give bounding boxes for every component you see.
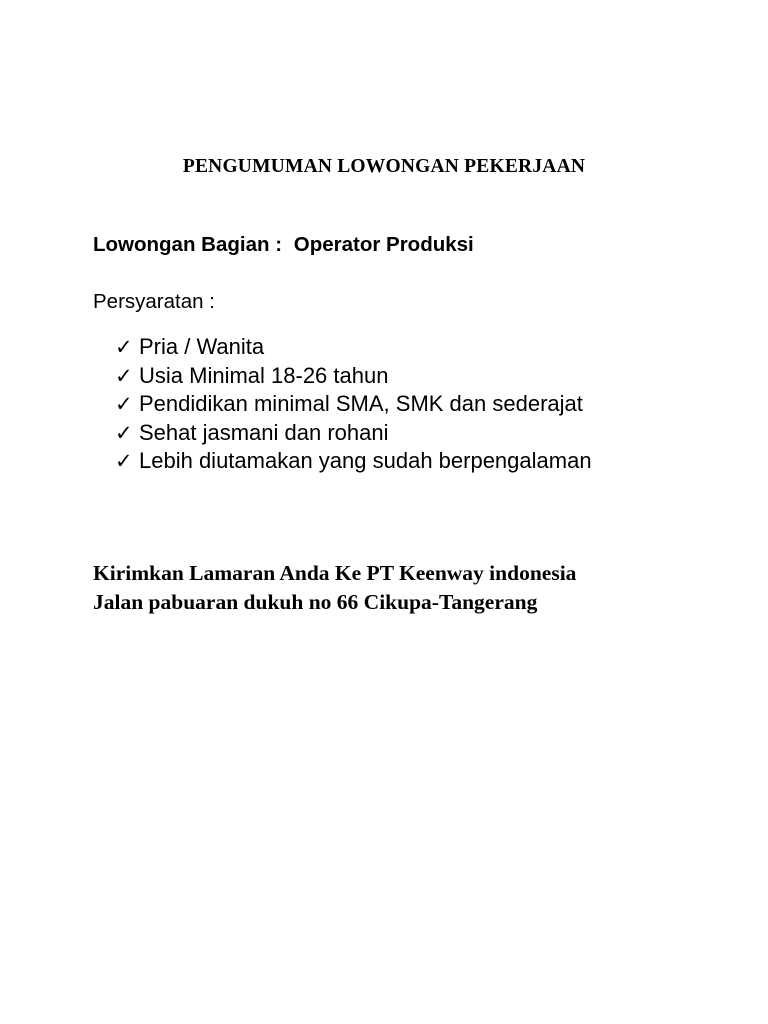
- list-item: [115, 419, 592, 448]
- list-item: [115, 390, 592, 419]
- contact-address: Jalan pabuaran dukuh no 66 Cikupa-Tangerang: [93, 590, 538, 614]
- requirement-text: Usia Minimal 18-26 tahun: [139, 362, 389, 388]
- list-item: [115, 333, 592, 362]
- requirements-heading: Persyaratan :: [93, 290, 215, 313]
- list-item: [115, 447, 592, 476]
- requirement-text: Pendidikan minimal SMA, SMK dan sederajat: [139, 391, 583, 416]
- contact-info: [93, 559, 576, 617]
- position-label: Lowongan Bagian :: [93, 233, 283, 256]
- requirement-text: Lebih diutamakan yang sudah berpengalaman: [139, 448, 592, 473]
- check-icon: ✓: [115, 363, 133, 388]
- list-item: [115, 362, 592, 391]
- job-position: [93, 233, 474, 257]
- position-value: Operator Produksi: [293, 233, 474, 256]
- contact-company: Kirimkan Lamaran Anda Ke PT Keenway indonesia: [93, 561, 577, 585]
- requirement-text: Sehat jasmani dan rohani: [139, 419, 389, 445]
- check-icon: ✓: [115, 449, 133, 473]
- page-title: PENGUMUMAN LOWONGAN PEKERJAAN: [182, 156, 586, 177]
- requirements-list: [115, 333, 592, 476]
- requirement-text: Pria / Wanita: [139, 334, 265, 359]
- check-icon: ✓: [115, 420, 133, 445]
- check-icon: ✓: [115, 392, 133, 416]
- check-icon: ✓: [115, 335, 133, 359]
